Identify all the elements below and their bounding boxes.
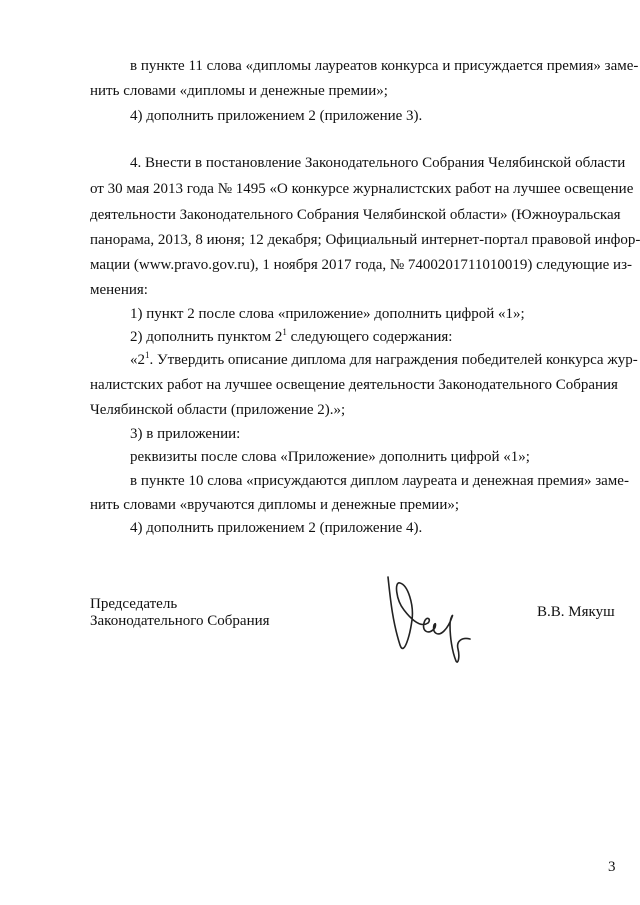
signatory-title: Председатель <box>90 596 178 612</box>
paragraph-line <box>130 350 638 370</box>
paragraph-line: реквизиты после слова «Приложение» дополнить цифрой «1»; <box>130 449 530 465</box>
text-fragment: «2 <box>130 352 145 368</box>
paragraph-line: от 30 мая 2013 года № 1495 «О конкурсе журналистских работ на лучшее освещение <box>90 181 634 197</box>
paragraph-line: мации (www.pravo.gov.ru), 1 ноября 2017 года, № 7400201711010019) следующие из- <box>90 257 632 273</box>
paragraph-line: нить словами «дипломы и денежные премии»; <box>90 83 388 99</box>
paragraph-line <box>130 327 452 347</box>
superscript: 1 <box>145 350 150 360</box>
text-fragment: следующего содержания: <box>286 329 453 345</box>
handwritten-signature <box>370 565 480 675</box>
paragraph-line: Челябинской области (приложение 2).»; <box>90 402 346 418</box>
paragraph-line: нить словами «вручаются дипломы и денежные премии»; <box>90 497 460 513</box>
paragraph-line: в пункте 10 слова «присуждаются диплом лауреата и денежная премия» заме- <box>130 473 629 489</box>
page-number: 3 <box>608 859 616 875</box>
paragraph-line: 4. Внести в постановление Законодательного Собрания Челябинской области <box>130 155 626 171</box>
superscript: 1 <box>282 327 287 337</box>
paragraph-line: налистских работ на лучшее освещение деятельности Законодательного Собрания <box>90 377 618 393</box>
paragraph-line: деятельности Законодательного Собрания Челябинской области» (Южноуральская <box>90 207 621 223</box>
paragraph-line: менения: <box>90 282 148 298</box>
paragraph-line: 1) пункт 2 после слова «приложение» дополнить цифрой «1»; <box>130 306 525 322</box>
paragraph-line: 4) дополнить приложением 2 (приложение 3). <box>130 108 423 124</box>
paragraph-line: панорама, 2013, 8 июня; 12 декабря; Официальный интернет-портал правовой инфор- <box>90 232 640 248</box>
signatory-name: В.В. Мякуш <box>537 604 615 620</box>
signatory-title: Законодательного Собрания <box>90 613 270 629</box>
paragraph-line: 4) дополнить приложением 2 (приложение 4). <box>130 520 423 536</box>
paragraph-line: в пункте 11 слова «дипломы лауреатов конкурса и присуждается премия» заме- <box>130 58 639 74</box>
paragraph-line: 3) в приложении: <box>130 426 241 442</box>
text-fragment: . Утвердить описание диплома для награждения победителей конкурса жур- <box>149 352 638 368</box>
text-fragment: 2) дополнить пунктом 2 <box>130 329 283 345</box>
